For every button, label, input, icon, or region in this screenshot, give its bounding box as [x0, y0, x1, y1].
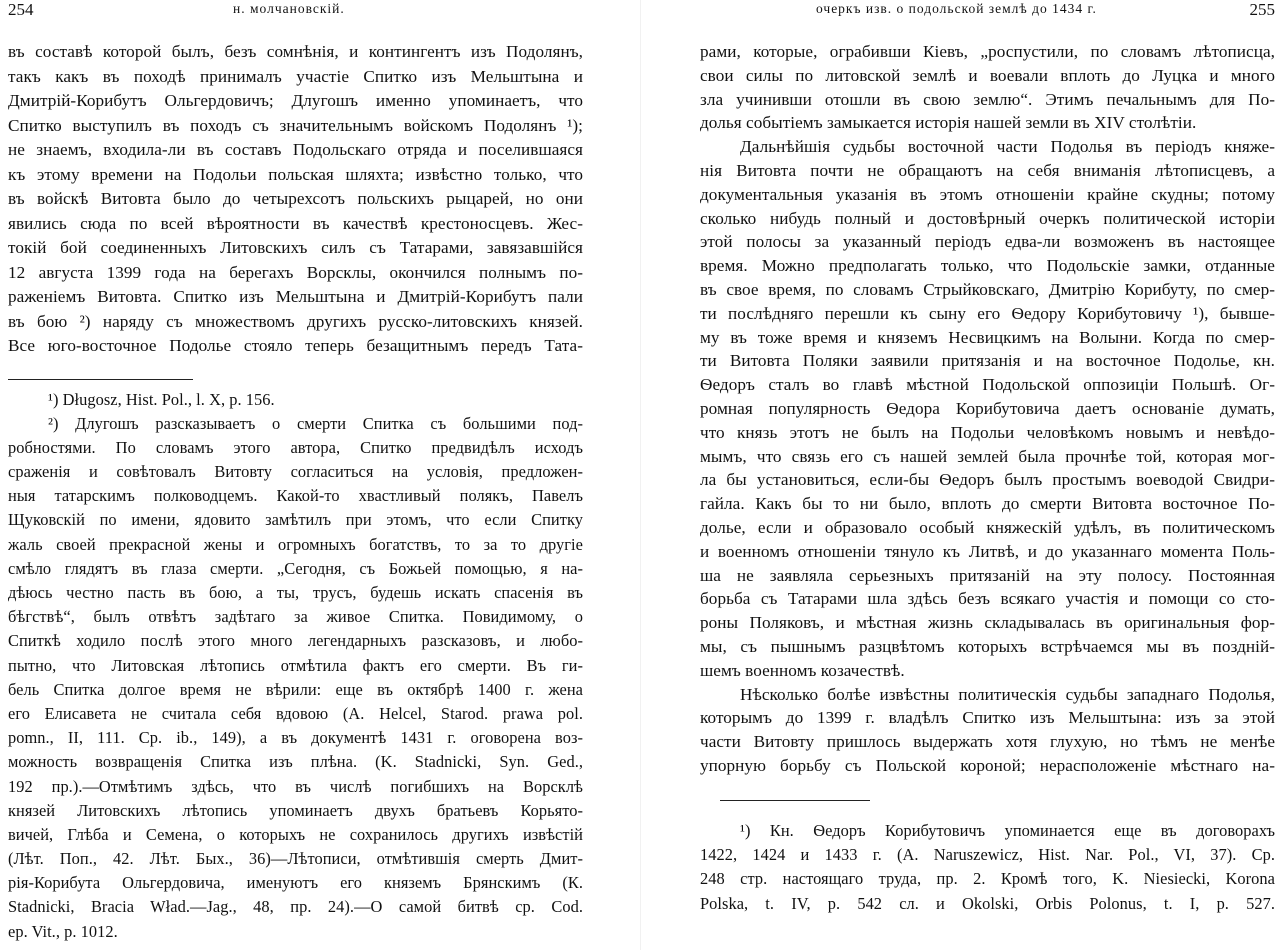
footnote-line: бель Спитка долгое время не вѣрили: еще въ октябрѣ 1400 г. жена — [8, 679, 583, 699]
body-line: роны Поляковъ, и мѣстная жизнь складывалась въ оригинальныя фор- — [700, 613, 1275, 633]
footnote-line: ¹) Кн. Ѳедоръ Корибутовичъ упоминается еще въ договорахъ — [740, 820, 1275, 840]
body-line: въ свое время, по словамъ Стрыйковскаго, Дмитрію Корибуту, по смер- — [700, 279, 1275, 299]
body-line: въ составѣ которой былъ, безъ сомнѣнія, и контингентъ изъ Подолянъ, — [8, 42, 583, 61]
body-line: борьба съ Татарами шла здѣсь безъ всякаго участія и помощи со сто- — [700, 589, 1275, 609]
footnote-line: 192 пр.).—Отмѣтимъ здѣсь, что въ числѣ погибшихъ на Ворсклѣ — [8, 776, 583, 796]
footnote-line: его Елисавета не считала себя вдовою (A. Helcel, Starod. prawa pol. — [8, 703, 583, 723]
body-line: 12 августа 1399 года на берегахъ Ворсклы, окончился полнымъ по- — [8, 262, 583, 282]
footnote-line: Спиткѣ ходило послѣ этого много легендарныхъ разсказовъ, и любо- — [8, 631, 583, 651]
footnote-line: 248 стр. настоящаго труда, пр. 2. Кромѣ того, K. Niesiecki, Korona — [700, 869, 1275, 889]
body-line: шемъ военномъ козачествѣ. — [700, 660, 905, 680]
footnote-separator — [720, 800, 870, 801]
right-header-title: очеркъ изв. о подольской землѣ до 1434 г. — [816, 1, 1097, 16]
body-line: Ѳедоръ сталъ во главѣ мѣстной Подольской оппозиціи Польшѣ. Ог- — [700, 375, 1275, 395]
right-running-head — [700, 0, 1275, 26]
body-line: гайла. Какъ бы то ни было, вплоть до смерти Витовта восточное По- — [700, 494, 1275, 514]
body-line: въ бою ²) наряду съ множествомъ другихъ русско-литовскихъ князей. — [8, 311, 583, 331]
footnote-line: ¹) Długosz, Hist. Pol., l. X, p. 156. — [48, 389, 275, 409]
footnote-line: pomn., II, 111. Ср. ib., 149), а въ документѣ 1431 г. оговорена воз- — [8, 728, 583, 748]
body-line: не знаемъ, входила-ли въ составъ Подольскаго отряда и поселившаяся — [8, 140, 583, 159]
body-line: зла учинивши отошли въ свою землю“. Этимъ печальнымъ для По- — [700, 89, 1275, 109]
footnote-line: сраженія и совѣтовалъ Витовту согласиться на условія, предложен- — [8, 462, 583, 482]
footnote-line: 1422, 1424 и 1433 г. (A. Naruszewicz, Hist. Nar. Pol., VI, 37). Ср. — [700, 845, 1275, 864]
footnote-line: ²) Длугошъ разсказываетъ о смерти Спитка съ большими под- — [48, 413, 583, 433]
body-line: Нѣсколько болѣе извѣстны политическія судьбы западнаго Подолья, — [740, 684, 1275, 704]
footnote-line: можность возвращенія Спитка изъ плѣна. (K. Stadnicki, Syn. Ged., — [8, 752, 583, 772]
body-line: свои силы по литовской землѣ и воевали вплоть до Луцка и много — [700, 65, 1275, 85]
footnote-line: ныя татарскимъ полководцемъ. Какой-то хвастливый полякъ, Павелъ — [8, 486, 583, 506]
footnote-line: робностями. По словамъ этого автора, Спитко предвидѣлъ исходъ — [8, 437, 583, 457]
body-line: ромная популярность Ѳедора Корибутовича даетъ основаніе думать, — [700, 398, 1275, 418]
footnote-line: смѣло глядятъ въ глаза смерти. „Сегодня, съ Божьей помощью, я на- — [8, 558, 583, 578]
body-line: и военномъ отношеніи тянуло къ Литвѣ, и до указаннаго момента Поль- — [700, 541, 1275, 561]
footnote-line: рія-Корибута Ольгердовича, именуютъ его княземъ Брянскимъ (К. — [8, 873, 583, 893]
body-line: раженіемъ Витовта. Спитко изъ Мельштына и Дмитрій-Корибутъ пали — [8, 287, 583, 306]
left-page — [8, 0, 583, 944]
footnote-line: Stadnicki, Bracia Wład.—Jag., 48, пр. 24).—О самой битвѣ ср. Cod. — [8, 897, 583, 917]
right-body-text — [700, 40, 1275, 778]
right-footnotes — [700, 819, 1275, 916]
footnote-line: князей Литовскихъ лѣтопись упоминаетъ двухъ братьевъ Корьято- — [8, 800, 583, 820]
body-line: ти послѣдняго перешли къ сыну его Ѳедору Корибутовичу ¹), бывше- — [700, 303, 1275, 323]
body-line: къ этому времени на Подольи польская шляхта; извѣстно только, что — [8, 164, 583, 184]
body-line: ла бы установиться, если-бы Ѳедоръ былъ простымъ воеводой Свидри- — [700, 470, 1275, 490]
body-line: время. Можно предполагать только, что Подольскіе замки, отданные — [700, 256, 1275, 276]
footnote-line: Щуковскій по имени, ядовито замѣтилъ при этомъ, что если Спитку — [8, 510, 583, 530]
body-line: которымъ до 1399 г. владѣлъ Спитко изъ Мельштына: изъ за этой — [700, 708, 1275, 728]
footnote-line: вичей, Глѣба и Семена, о которыхъ не сохранилось другихъ извѣстій — [8, 824, 583, 844]
footnote-line: (Лѣт. Поп., 42. Лѣт. Бых., 36)—Лѣтописи, отмѣтившія смерть Дмит- — [8, 849, 583, 869]
body-line: явились сюда по всей вѣроятности въ качествѣ крестоносцевъ. Жес- — [8, 213, 583, 233]
body-line: такъ какъ въ походѣ принималъ участіе Спитко изъ Мельштына и — [8, 66, 583, 86]
footnote-line: жаль своей прекрасной жены и огромныхъ богатствъ, то за то другіе — [8, 534, 583, 554]
footnote-line: пытно, что Литовская лѣтопись отмѣтила фактъ его смерти. Въ ги- — [8, 655, 583, 675]
footnote-line: Polska, t. IV, p. 542 сл. и Okolski, Orbis Polonus, t. I, p. 527. — [700, 893, 1275, 913]
body-line: Спитко выступилъ въ походъ съ значительнымъ войскомъ Подолянъ ¹); — [8, 115, 583, 135]
body-line: мы, съ пышнымъ разцвѣтомъ которыхъ встрѣчаемся мы въ поздній- — [700, 636, 1275, 656]
left-body-text — [8, 40, 583, 359]
body-line: документальныя указанія въ этомъ отношеніи крайне скудны; потому — [700, 184, 1275, 204]
right-page-number: 255 — [1249, 0, 1275, 19]
body-line: нія Витовта почти не обращаютъ на себя вниманія лѣтописцевъ, а — [700, 160, 1275, 180]
left-footnotes — [8, 388, 583, 944]
footnote-line: ep. Vit., p. 1012. — [8, 921, 118, 941]
right-page — [700, 0, 1275, 916]
body-line: ша не заявляла серьезныхъ притязаній на эту полосу. Постоянная — [700, 565, 1275, 585]
body-line: Дальнѣйшія судьбы восточной части Подолья въ періодъ княже- — [740, 137, 1275, 157]
left-header-title: н. молчановскій. — [233, 1, 345, 16]
body-line: части Витовту пришлось выдержать хотя глухую, но тѣмъ не менѣе — [700, 732, 1275, 752]
body-line: этой полосы за указанный періодъ едва-ли возможенъ въ настоящее — [700, 232, 1275, 252]
page-gutter — [640, 0, 641, 950]
body-line: ти Витовта Поляки заявили притязанія и на восточное Подолье, кн. — [700, 351, 1275, 371]
footnote-line: бѣгствѣ“, былъ отвѣтъ задѣтаго за живое Спитка. Повидимому, о — [8, 607, 583, 627]
body-line: сколько нибудь полный и достовѣрный очеркъ политической исторіи — [700, 208, 1275, 228]
footnote-separator — [8, 379, 193, 380]
body-line: му въ тоже время и княземъ Несвицкимъ на Волыни. Когда по смер- — [700, 327, 1275, 347]
body-line: токій бой соединенныхъ Литовскихъ силъ съ Татарами, завязавшійся — [8, 238, 583, 257]
body-line: рами, которые, ограбивши Кіевъ, „роспустили, по словамъ лѣтописца, — [700, 42, 1275, 61]
footnote-line: дѣюсь честно пасть въ бою, а ты, трусъ, будешь искать спасенія въ — [8, 583, 583, 602]
left-running-head — [8, 0, 583, 26]
body-line: Дмитрій-Корибутъ Ольгердовичъ; Длугошъ именно упоминаетъ, что — [8, 91, 583, 110]
body-line: мымъ, что связь его съ нашей землей была прочнѣе той, которая мог- — [700, 446, 1275, 466]
body-line: въ войскѣ Витовта было до четырехсотъ польскихъ рыцарей, но они — [8, 189, 583, 208]
body-line: Все юго-восточное Подолье стояло теперь безащитнымъ передъ Тата- — [8, 336, 583, 355]
body-line: долье, если и образовало особый княжескій удѣлъ, въ политическомъ — [700, 517, 1275, 537]
body-line: долья событіемъ замыкается исторія нашей земли въ XIV столѣтіи. — [700, 113, 1197, 133]
body-line: что князь этотъ не былъ на Подольи человѣкомъ новымъ и невѣдо- — [700, 422, 1275, 442]
body-line: упорную борьбу съ Польской короной; нерасположеніе мѣстнаго на- — [700, 755, 1275, 775]
left-page-number: 254 — [8, 0, 34, 19]
